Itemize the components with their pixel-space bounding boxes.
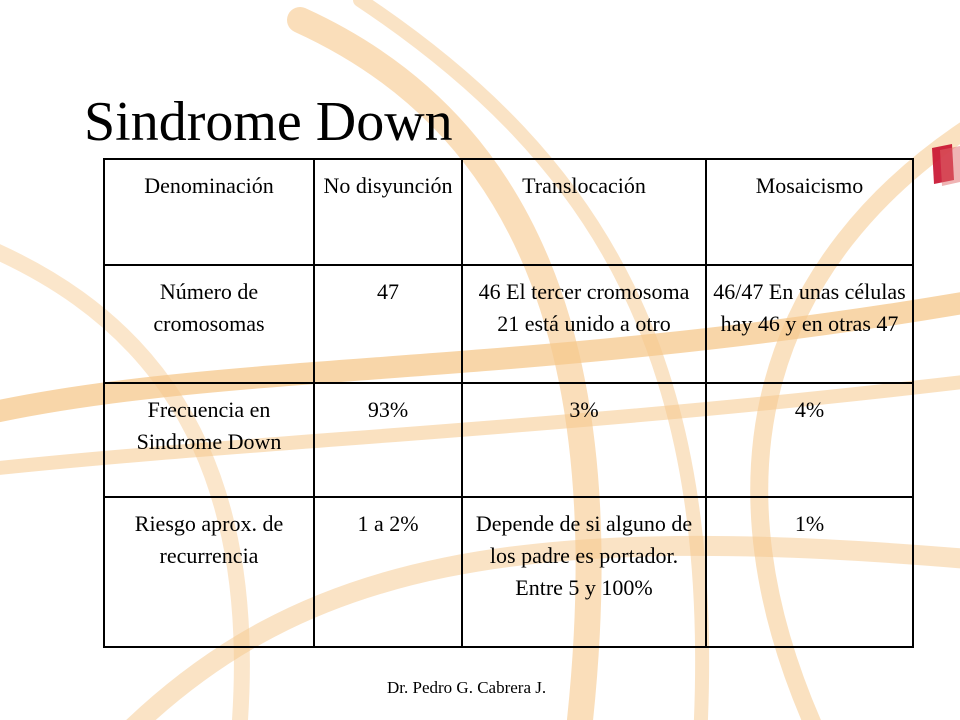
table-row [104,265,913,383]
table-header-row [104,159,913,265]
header-cell-mosaicismo: Mosaicismo [706,159,913,265]
table-row [104,383,913,497]
header-cell-translocacion: Translocación [462,159,706,265]
table-cell: 4% [706,383,913,497]
row-label-cell: Número de cromosomas [104,265,314,383]
down-syndrome-table [103,158,914,648]
table-row [104,497,913,647]
table-cell: 93% [314,383,462,497]
header-cell-denominacion: Denominación [104,159,314,265]
header-cell-no-disyuncion: No disyunción [314,159,462,265]
table-cell: 3% [462,383,706,497]
table-cell: 1% [706,497,913,647]
row-label-cell: Riesgo aprox. de recurrencia [104,497,314,647]
row-label-cell: Frecuencia en Sindrome Down [104,383,314,497]
table-cell: Depende de si alguno de los padre es portador. Entre 5 y 100% [462,497,706,647]
table-cell: 1 a 2% [314,497,462,647]
slide-title: Sindrome Down [84,91,453,153]
table-cell: 46 El tercer cromosoma 21 está unido a otro [462,265,706,383]
table-cell: 47 [314,265,462,383]
footer-author: Dr. Pedro G. Cabrera J. [387,678,547,697]
table-cell: 46/47 En unas células hay 46 y en otras 47 [706,265,913,383]
